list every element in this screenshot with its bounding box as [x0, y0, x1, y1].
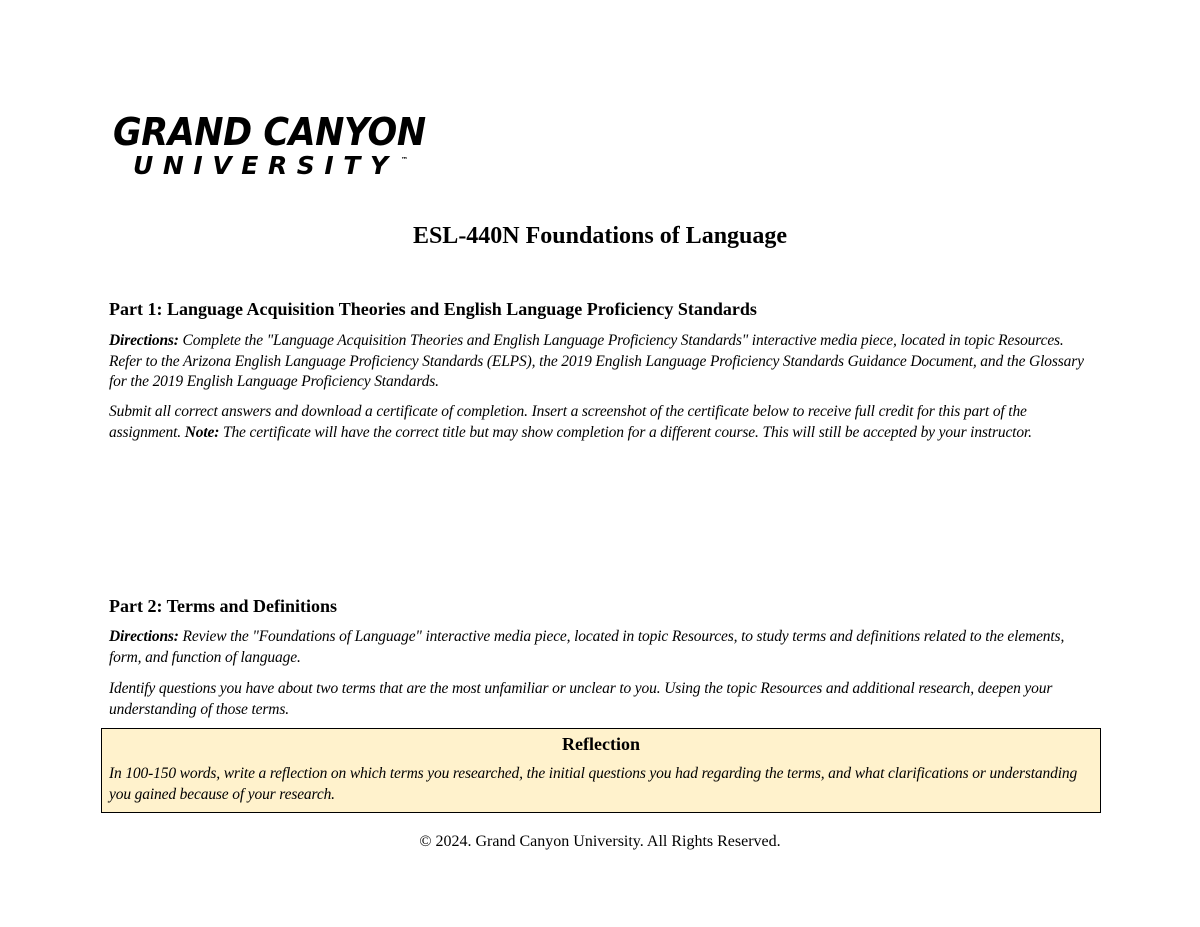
part2-identify-instructions: Identify questions you have about two terms that are the most unfamiliar or unclear to you. Using the topic Resources and additional research, deepen your understanding of those terms. [109, 680, 1053, 718]
part1-note-text: The certificate will have the correct title but may show completion for a different course. This will still be accepted by your instructor. [219, 423, 1032, 441]
part1-submit-instructions [109, 402, 1094, 443]
reflection-box [101, 728, 1101, 813]
part1-heading: Part 1: Language Acquisition Theories and English Language Proficiency Standards [109, 299, 757, 319]
reflection-title: Reflection [562, 734, 640, 754]
part1-directions-label: Directions: [109, 332, 179, 349]
logo-line-2: UNIVERSITY [133, 151, 398, 180]
reflection-instructions: In 100-150 words, write a reflection on which terms you researched, the initial questions you had regarding the terms, and what clarifications or understanding you gained because of your research. [109, 765, 1078, 803]
logo-trademark: ™ [401, 156, 408, 164]
part1-directions-text: Complete the "Language Acquisition Theories and English Language Proficiency Standards" interactive media piece, located in topic Resources. Refer to the Arizona English Language Proficiency Standards (ELPS), the 2019 English Language Proficiency Standards Guidance Document, and the Glossary for the 2019 English Language Proficiency Standards. [109, 332, 1084, 391]
part2-directions-label: Directions: [109, 628, 179, 645]
part2-heading: Part 2: Terms and Definitions [109, 596, 338, 616]
part1-directions [109, 331, 1094, 393]
university-logo [113, 112, 433, 184]
part1-note-label: Note: [184, 423, 220, 441]
part2-directions-text: Review the "Foundations of Language" interactive media piece, located in topic Resources, to study terms and definitions related to the elements, form, and function of language. [109, 628, 1065, 666]
document-title: ESL-440N Foundations of Language [412, 223, 788, 249]
part2-directions [109, 627, 1094, 668]
copyright-footer: © 2024. Grand Canyon University. All Rights Reserved. [419, 833, 781, 850]
part1-submit-text: Submit all correct answers and download a certificate of completion. Insert a screenshot of the certificate below to receive full credit for this part of the assignment. [109, 403, 1027, 441]
logo-line-1: GRAND CANYON [113, 110, 426, 154]
